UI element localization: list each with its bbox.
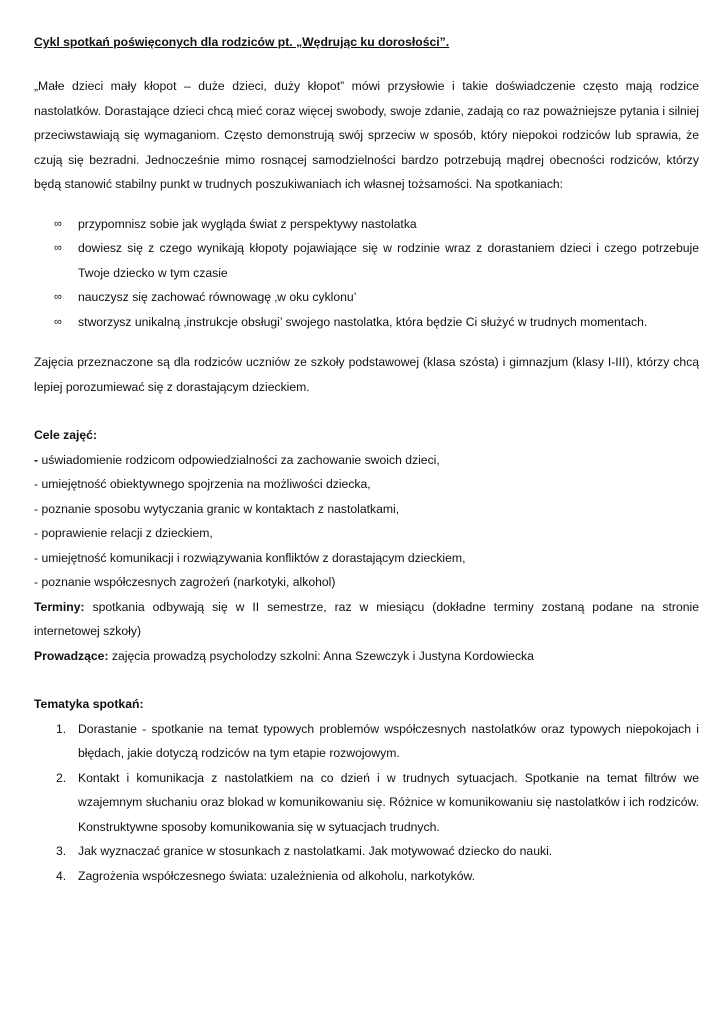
goal-line: - poznanie współczesnych zagrożeń (narkotyki, alkohol) — [34, 575, 336, 589]
topic-number: 2. — [56, 770, 67, 785]
list-item — [34, 212, 699, 237]
list-item-text: nauczysz się zachować równowagę ‚w oku cyklonu’ — [78, 290, 357, 304]
leaders-line — [34, 644, 699, 669]
topic-text: Kontakt i komunikacja z nastolatkiem na co dzień i w trudnych sytuacjach. Spotkanie na temat filtrów we wzajemnym słuchaniu oraz blokad w komunikowaniu się. Różnice w komunikowaniu się nastolatków i ich rodziców. Konstruktywne sposoby komunikowania się w sytuacjach trudnych. — [78, 770, 699, 834]
list-item — [34, 766, 699, 840]
goal-line: - umiejętność komunikacji i rozwiązywania konfliktów z dorastającym dzieckiem, — [34, 550, 466, 565]
list-item — [34, 839, 699, 864]
topic-number: 3. — [56, 844, 67, 858]
topic-text: Dorastanie - spotkanie na temat typowych problemów współczesnych nastolatków oraz typowych niepokojach i błędach, jakie dotyczą rodziców na tym etapie rozwojowym. — [78, 721, 699, 760]
goal-line: - umiejętność obiektywnego spojrzenia na możliwości dziecka, — [34, 477, 371, 491]
list-item-text: dowiesz się z czego wynikają kłopoty pojawiające się w rodzinie wraz z dorastaniem dzieci i czego potrzebuje Twoje dziecko w tym czasie — [78, 241, 699, 280]
terms-line — [34, 595, 699, 644]
list-item — [34, 310, 699, 335]
terms-text: spotkania odbywają się w II semestrze, raz w miesiącu (dokładne terminy zostaną podane na stronie internetowej szkoły) — [34, 599, 699, 638]
goal-line: - poznanie sposobu wytyczania granic w kontaktach z nastolatkami, — [34, 501, 400, 516]
leaders-text: zajęcia prowadzą psycholodzy szkolni: Anna Szewczyk i Justyna Kordowiecka — [108, 648, 534, 663]
goals-heading: Cele zajęć: — [34, 428, 98, 442]
document-page — [34, 34, 699, 888]
infinity-bullet-icon: ∞ — [54, 217, 62, 230]
infinity-bullet-icon: ∞ — [54, 242, 62, 254]
goal-line: - poprawienie relacji z dzieckiem, — [34, 526, 213, 540]
topic-text: Jak wyznaczać granice w stosunkach z nastolatkami. Jak motywować dziecko do nauki. — [78, 844, 553, 858]
intro-paragraph: „Małe dzieci mały kłopot – duże dzieci, duży kłopot” mówi przysłowie i takie doświadczenie często mają rodzice nastolatków. Dorastające dzieci chcą mieć coraz więcej swobody, swoje zdanie, zadają co raz poważniejsze pytania i silniej przeciwstawiają się wymaganiom. Często demonstrują swój sprzeciw w sposób, który niepokoi rodziców lub sprawia, że czują się bezradni. Jednocześnie mimo rosnącej samodzielności bardzo potrzebują mądrej obecności rodziców, którzy będą stanowić stabilny punkt w trudnych poszukiwaniach ich własnej tożsamości. Na spotkaniach: — [34, 79, 699, 191]
topic-number: 1. — [56, 721, 67, 736]
list-item-text: przypomnisz sobie jak wygląda świat z perspektywy nastolatka — [78, 216, 417, 231]
infinity-bullet-icon: ∞ — [54, 315, 62, 328]
leaders-label: Prowadzące: — [34, 648, 109, 663]
terms-label: Terminy: — [34, 599, 85, 614]
goal-dash: - — [34, 452, 39, 467]
topic-text: Zagrożenia współczesnego świata: uzależnienia od alkoholu, narkotyków. — [78, 868, 476, 883]
topics-heading: Tematyka spotkań: — [34, 697, 144, 711]
list-item — [34, 236, 699, 285]
topics-list — [34, 717, 699, 889]
infinity-bullet-icon: ∞ — [54, 291, 62, 303]
list-item — [34, 864, 699, 889]
audience-paragraph: Zajęcia przeznaczone są dla rodziców uczniów ze szkoły podstawowej (klasa szósta) i gimnazjum (klasy I-III), którzy chcą lepiej porozumiewać się z dorastającym dzieckiem. — [34, 355, 699, 394]
list-item — [34, 285, 699, 310]
document-title: Cykl spotkań poświęconych dla rodziców pt. „Wędrując ku dorosłości”. — [34, 35, 450, 49]
list-item-text: stworzysz unikalną ‚instrukcje obsługi’ swojego nastolatka, która będzie Ci służyć w trudnych momentach. — [78, 314, 648, 329]
list-item — [34, 717, 699, 766]
goal-line — [34, 448, 699, 473]
topic-number: 4. — [56, 868, 67, 883]
benefits-list — [34, 212, 699, 335]
goal-text: uświadomienie rodzicom odpowiedzialności za zachowanie swoich dzieci, — [38, 452, 440, 467]
